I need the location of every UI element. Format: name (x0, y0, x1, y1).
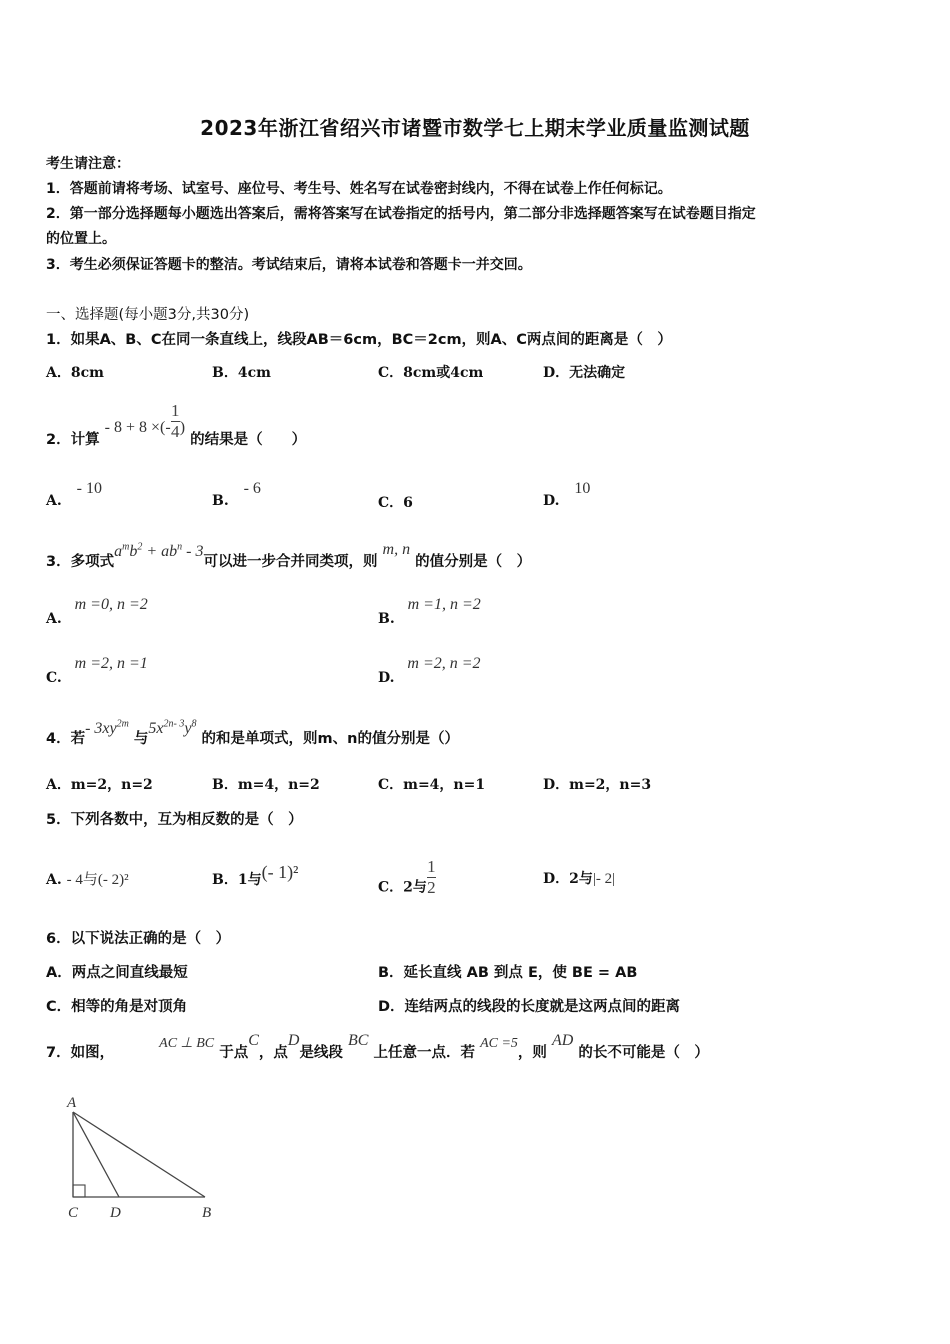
label-c: C (68, 1205, 79, 1221)
q3-option-d[interactable]: D. m =2, n =2 (378, 655, 481, 686)
q4-option-b[interactable]: B．m=4，n=2 (212, 777, 320, 793)
q5-option-d[interactable]: D．2与|- 2| (543, 871, 616, 887)
triangle-figure (50, 1092, 230, 1232)
q5-option-a[interactable]: A. - 4与(- 2)² (46, 872, 129, 888)
page-title: 2023年浙江省绍兴市诸暨市数学七上期末学业质量监测试题 (200, 116, 750, 140)
notice-item-2-cont: 的位置上。 (46, 231, 116, 247)
q4-option-c[interactable]: C．m=4，n=1 (378, 777, 486, 793)
q4-option-d[interactable]: D．m=2，n=3 (543, 777, 652, 793)
q6-option-d[interactable]: D．连结两点的线段的长度就是这两点间的距离 (378, 999, 681, 1015)
label-a: A (67, 1095, 77, 1111)
q3-option-b[interactable]: B. m =1, n =2 (378, 596, 481, 627)
q6-option-c[interactable]: C．相等的角是对顶角 (46, 999, 188, 1015)
q5-option-b[interactable]: B．1与(- 1)² (212, 862, 299, 888)
question-7-stem: 7．如图， AC ⊥ BC 于点C，点D是线段 BC 上任意一点．若 AC =5，则 AD 的长不可能是（ ） (46, 1032, 709, 1061)
notice-item-1: 1．答题前请将考场、试室号、座位号、考生号、姓名写在试卷密封线内，不得在试卷上作任何标记。 (46, 181, 672, 197)
q6-option-b[interactable]: B．延长直线 AB 到点 E，使 BE = AB (378, 965, 638, 981)
q2-option-b[interactable]: B. - 6 (212, 480, 261, 509)
notice-heading: 考生请注意： (46, 156, 130, 172)
q3-option-a[interactable]: A. m =0, n =2 (46, 596, 148, 627)
q2-option-d[interactable]: D. 10 (543, 480, 591, 509)
q4-term2: $5x^{2n- 3}y^8$ (148, 718, 197, 737)
question-1-stem: 1．如果A、B、C在同一条直线上，线段AB＝6cm，BC＝2cm，则A、C两点间的距离是（ ） (46, 332, 672, 348)
q4-option-a[interactable]: A．m=2，n=2 (46, 777, 153, 793)
q2-expression: - 8 + 8 ×(- (104, 418, 171, 436)
question-4-stem: 4．若- $3xy^{2m}$ 与$5x^{2n- 3}y^8$ 的和是单项式，则m、n的值分别是（） (46, 718, 459, 747)
question-5-stem: 5．下列各数中，互为相反数的是（ ） (46, 812, 303, 828)
q1-option-c[interactable]: C．8cm或4cm (378, 365, 484, 381)
q1-option-d[interactable]: D．无法确定 (543, 365, 626, 381)
notice-item-2: 2．第一部分选择题每小题选出答案后，需将答案写在试卷指定的括号内，第二部分非选择题答案写在试卷题目指定 (46, 206, 756, 222)
notice-item-3: 3．考生必须保证答题卡的整洁。考试结束后，请将本试卷和答题卡一并交回。 (46, 257, 532, 273)
q2-prefix: 2．计算 (46, 431, 100, 448)
q3-polynomial: $a^mb^2 + ab^n - 3$ (114, 541, 204, 560)
q4-term1: - $3xy^{2m}$ (85, 718, 129, 737)
q2-option-a[interactable]: A. - 10 (46, 480, 102, 509)
label-b: B (202, 1205, 212, 1221)
q3-vars: m, n (382, 541, 411, 558)
q5-option-c[interactable]: C．2与 $\frac{1}{2}$ (378, 857, 436, 897)
section-heading: 一、选择题(每小题3分,共30分) (46, 307, 250, 323)
q1-option-a[interactable]: A．8cm (46, 365, 104, 381)
q2-option-c[interactable]: C．6 (378, 495, 413, 511)
q6-option-a[interactable]: A．两点之间直线最短 (46, 965, 188, 981)
q1-option-b[interactable]: B．4cm (212, 365, 271, 381)
q2-fraction: $\frac{1}{4}$ (170, 401, 180, 441)
q3-option-c[interactable]: C. m =2, n =1 (46, 655, 148, 686)
question-3-stem: 3．多项式$a^mb^2 + ab^n - 3$可以进一步合并同类项，则 m, n 的值分别是（ ） (46, 541, 532, 570)
q2-suffix: 的结果是（ ） (190, 431, 307, 448)
label-d: D (110, 1205, 121, 1221)
question-6-stem: 6．以下说法正确的是（ ） (46, 931, 231, 947)
question-2-stem: 2．计算 - 8 + 8 ×(- $\frac{1}{4}$ ) 的结果是（ ） (46, 401, 307, 448)
